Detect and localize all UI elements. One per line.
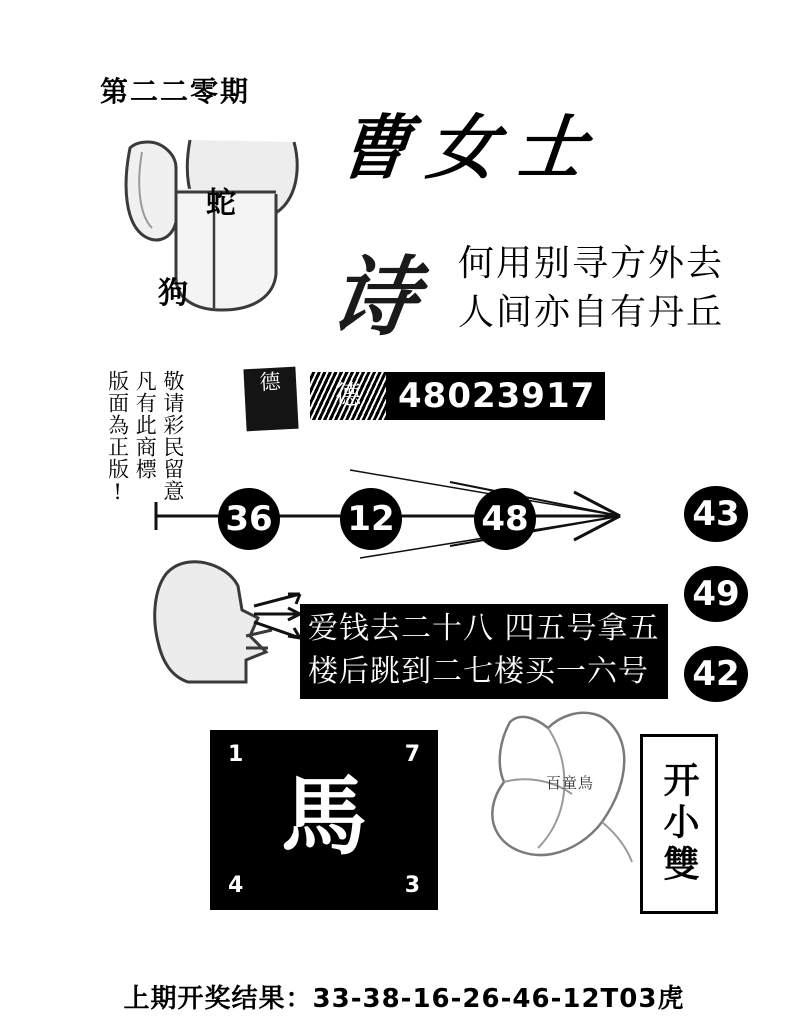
notice-line-3: 版面為正版! xyxy=(105,370,130,505)
page-title: 曹女士 xyxy=(335,106,608,189)
poem-brush-char: 诗 xyxy=(323,247,425,348)
poem-line-1: 何用别寻方外去 xyxy=(458,243,725,284)
footer-label: 上期开奖结果： xyxy=(123,984,313,1014)
bird-outline-icon xyxy=(486,706,646,906)
animal-label-bottom: 狗 xyxy=(158,276,188,311)
animal-sketch-icon xyxy=(118,128,318,323)
card-corner-top-right: 7 xyxy=(404,742,420,767)
bird-caption: 百童鳥 xyxy=(546,774,595,792)
phrase-banner xyxy=(300,604,668,699)
zodiac-card xyxy=(210,730,438,910)
code-bar xyxy=(310,372,605,420)
footer-result xyxy=(0,978,808,1015)
code-number: 48023917 xyxy=(398,376,596,416)
number-ball[interactable]: 36 xyxy=(218,488,280,550)
footer-value: 33-38-16-26-46-12T03虎 xyxy=(312,984,685,1014)
phrase-line-2: 楼后跳到二七楼买一六号 xyxy=(308,653,649,689)
poem-line-2: 人间亦自有丹丘 xyxy=(458,291,725,333)
number-ball[interactable]: 12 xyxy=(340,488,402,550)
issue-label: 第二二零期 xyxy=(100,75,251,108)
notice-line-1: 敬请彩民留意 xyxy=(160,370,185,502)
number-ball[interactable]: 48 xyxy=(474,488,536,550)
animal-label-top: 蛇 xyxy=(206,186,236,221)
notice-line-2: 凡有此商標 xyxy=(133,370,158,480)
side-number-ball[interactable]: 43 xyxy=(684,486,748,542)
card-corner-bottom-right: 3 xyxy=(404,873,420,898)
code-glyph: 德 xyxy=(310,372,386,420)
card-corner-top-left: 1 xyxy=(228,742,244,767)
seal-stamp: 德 xyxy=(243,367,298,432)
side-number-ball[interactable]: 49 xyxy=(684,566,748,622)
side-number-ball[interactable]: 42 xyxy=(684,646,748,702)
vertical-phrase-text: 开小雙 xyxy=(658,761,700,887)
vertical-phrase-box xyxy=(640,734,718,914)
poem-text xyxy=(458,240,724,337)
card-center-char: 馬 xyxy=(281,766,367,867)
card-corner-bottom-left: 4 xyxy=(228,873,244,898)
phrase-line-1: 爱钱去二十八 四五号拿五 xyxy=(308,611,660,646)
